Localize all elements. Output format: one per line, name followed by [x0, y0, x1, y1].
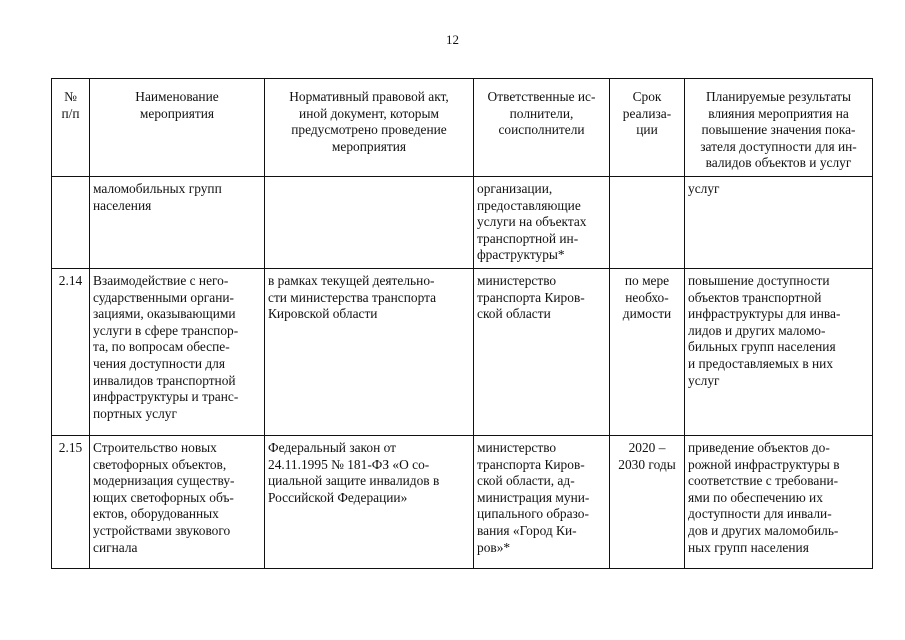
row-num: 2.15: [52, 435, 90, 568]
row-term: по мере необхо- димости: [610, 268, 685, 435]
row-name: маломобильных групп населения: [90, 176, 265, 268]
row-executors: организации, предоставляющие услуги на объектах транспортной ин- фраструктуры*: [474, 176, 610, 268]
row-result: приведение объектов до- рожной инфраструктуры в соответствие с требовани- ями по обеспечению их доступности для инвали- дов и других маломобиль- ных групп населения: [685, 435, 873, 568]
row-num: 2.14: [52, 268, 90, 435]
row-num: [52, 176, 90, 268]
row-act: [265, 176, 474, 268]
measures-table: [51, 78, 873, 569]
header-num: № п/п: [52, 79, 90, 177]
table-row: [52, 435, 873, 568]
row-name: Строительство новых светофорных объектов, модернизация существу- ющих светофорных объ- ектов, оборудованных устройствами звукового сигнала: [90, 435, 265, 568]
row-result: услуг: [685, 176, 873, 268]
page-number: 12: [446, 32, 459, 47]
header-term: Срок реализа- ции: [610, 79, 685, 177]
row-act: в рамках текущей деятельно- сти министерства транспорта Кировской области: [265, 268, 474, 435]
header-name: Наименование мероприятия: [90, 79, 265, 177]
table-row: [52, 268, 873, 435]
row-term: 2020 – 2030 годы: [610, 435, 685, 568]
header-executors: Ответственные ис- полнители, соисполнители: [474, 79, 610, 177]
row-result: повышение доступности объектов транспортной инфраструктуры для инва- лидов и других маломо- бильных групп населения и предоставляемых в них услуг: [685, 268, 873, 435]
table-header-row: [52, 79, 873, 177]
row-name: Взаимодействие с него- сударственными органи- зациями, оказывающими услуги в сфере транспор- та, по вопросам обеспе- чения доступности для инвалидов транспортной инфраструктуры и транс- портных услуг: [90, 268, 265, 435]
table-row: [52, 176, 873, 268]
row-term: [610, 176, 685, 268]
row-act: Федеральный закон от 24.11.1995 № 181-ФЗ «О со- циальной защите инвалидов в Российской Федерации»: [265, 435, 474, 568]
header-result: Планируемые результаты влияния мероприятия на повышение значения пока- зателя доступности для ин- валидов объектов и услуг: [685, 79, 873, 177]
header-act: Нормативный правовой акт, иной документ, которым предусмотрено проведение мероприятия: [265, 79, 474, 177]
row-executors: министерство транспорта Киров- ской области, ад- министрация муни- ципального образо- вания «Город Ки- ров»*: [474, 435, 610, 568]
row-executors: министерство транспорта Киров- ской области: [474, 268, 610, 435]
